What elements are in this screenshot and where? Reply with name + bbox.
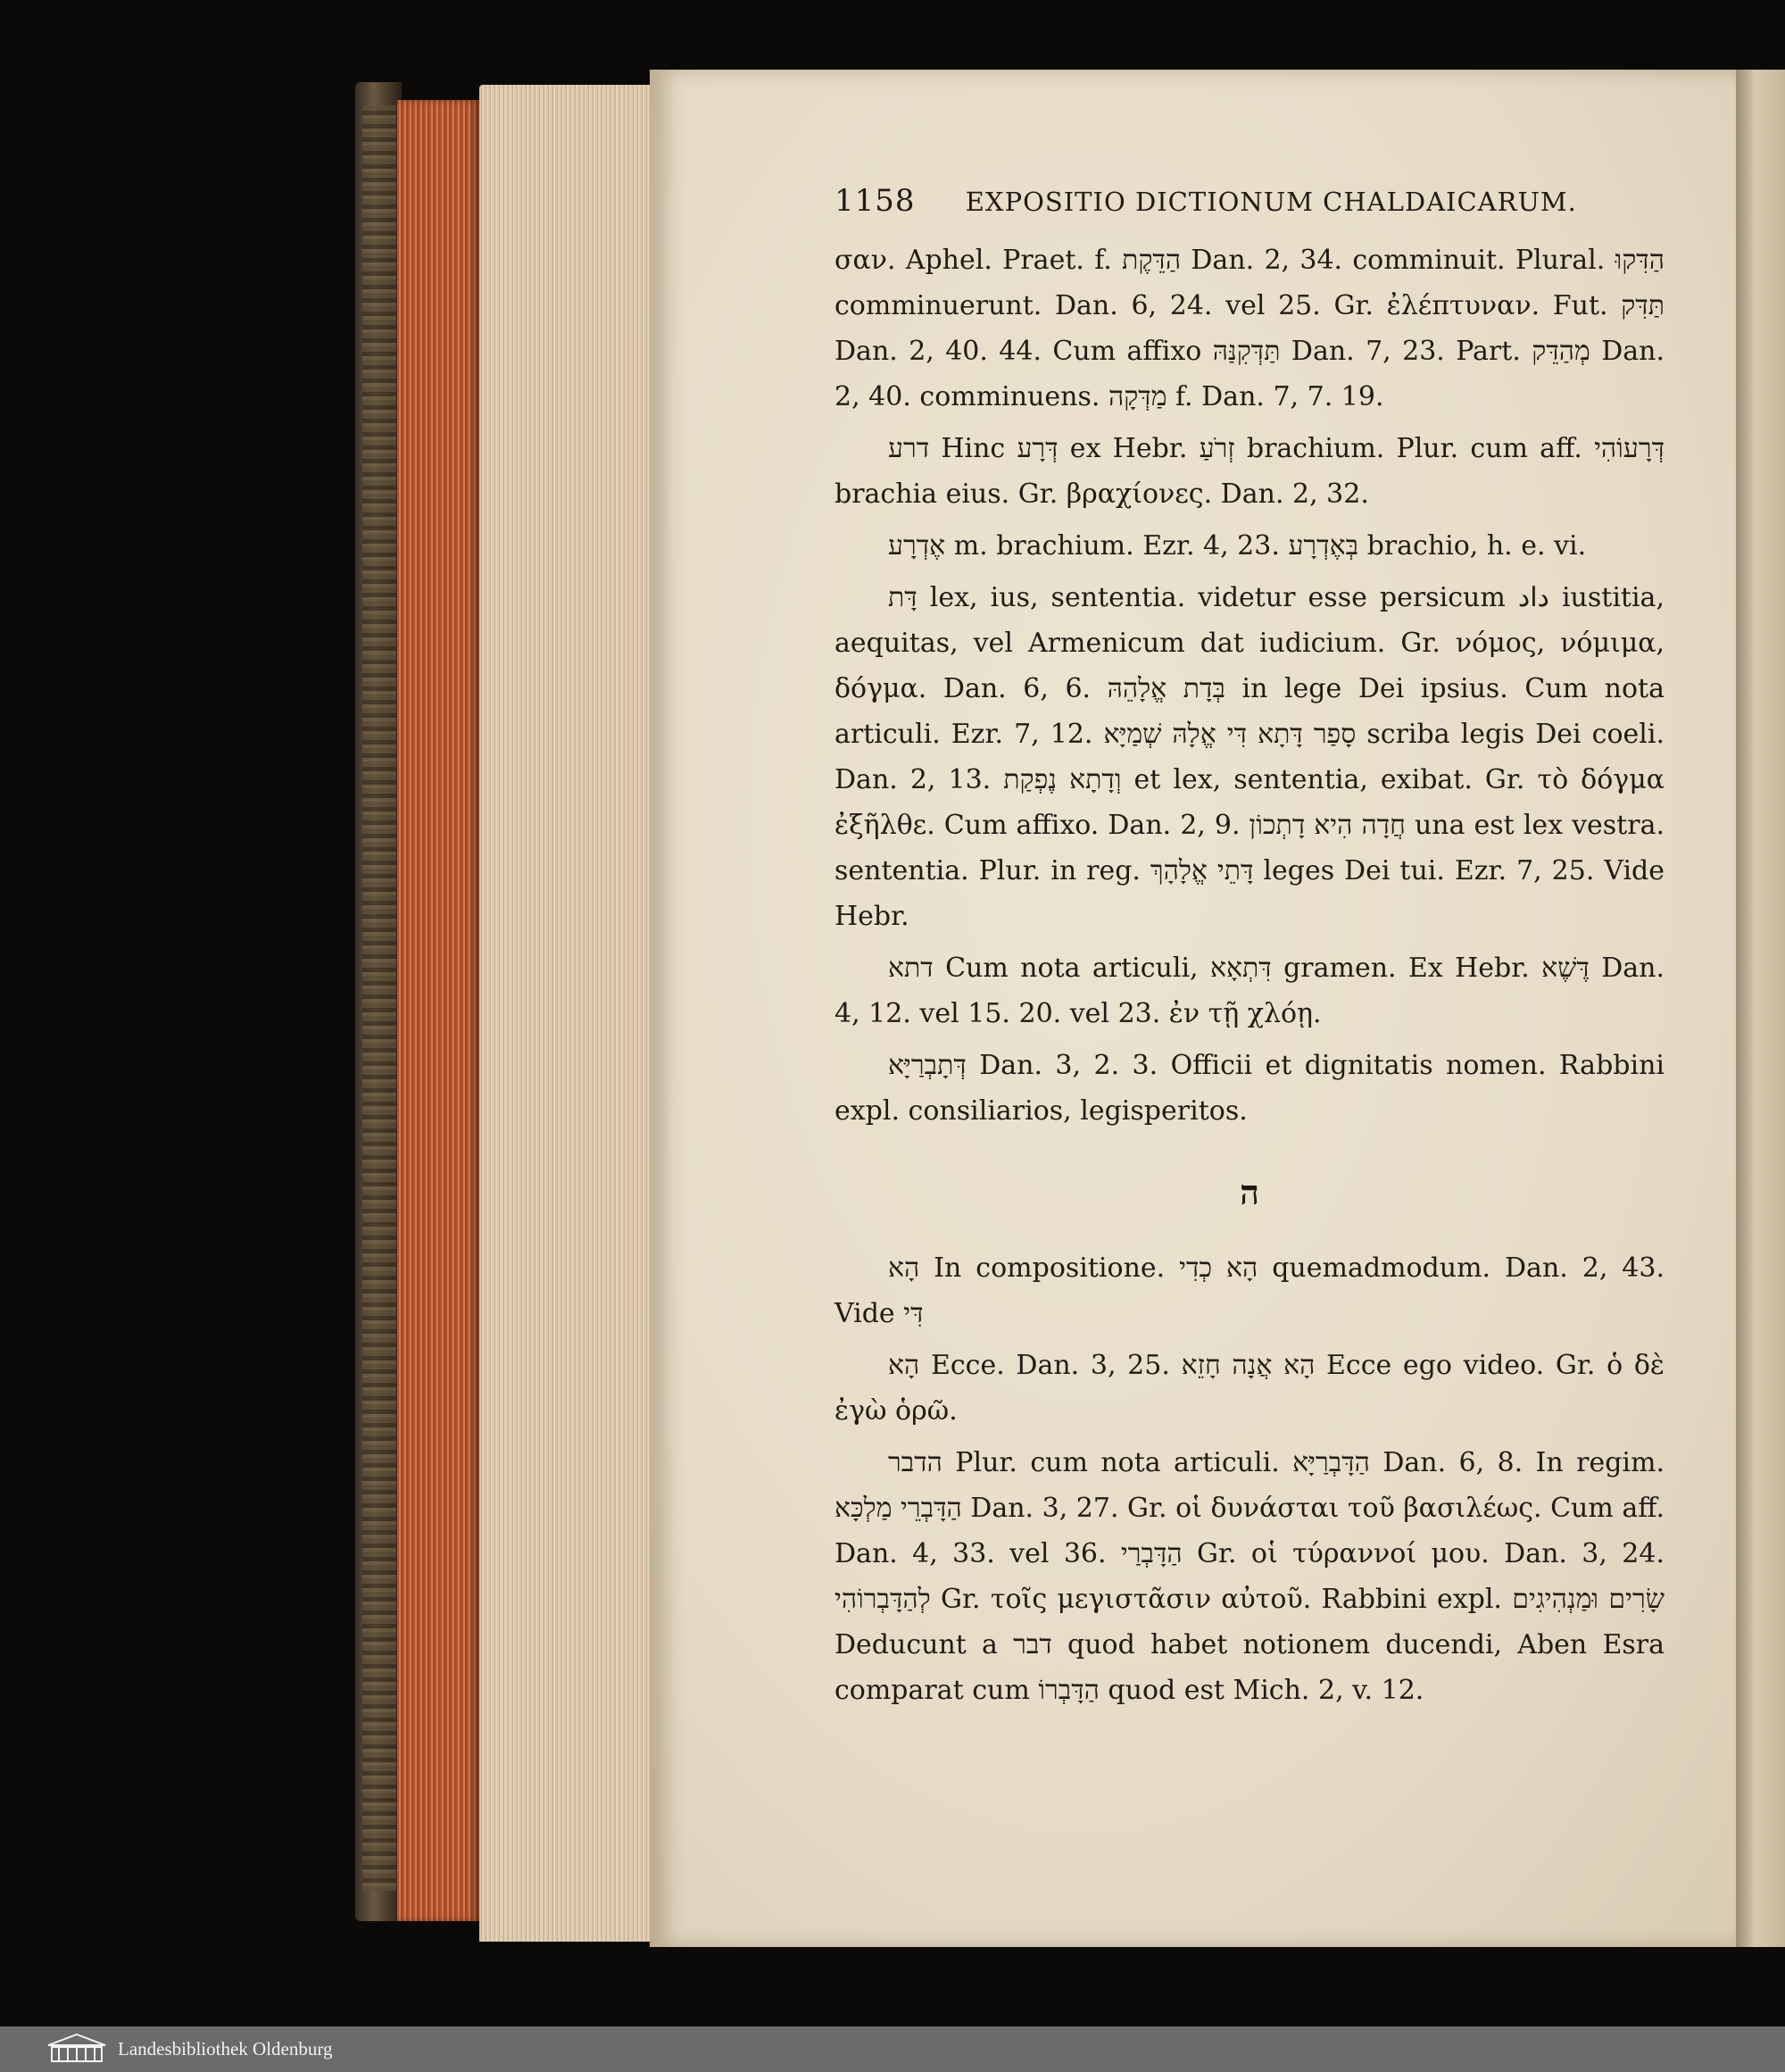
page-edges-stack <box>479 85 653 1942</box>
facing-page-edge <box>1736 70 1785 1947</box>
entry-paragraph: הָא Ecce. Dan. 3, 25. הָא אֲנָה חָזֵא Ecce ego video. Gr. ὁ δὲ ἐγὼ ὁρῶ. <box>834 1350 1665 1427</box>
entry-paragraph: דְּתָבְרַיָּא Dan. 3, 2. 3. Officii et dignitatis nomen. Rabbini expl. consiliarios, legisperitos. <box>834 1050 1665 1127</box>
entry-paragraph: דרע Hinc דְּרָע ex Hebr. זְרֹעַ brachium. Plur. cum aff. דְּרָעוֹהִי brachia eius. Gr. βραχίονες. Dan. 2, 32. <box>834 433 1665 510</box>
page-text-block <box>834 179 1665 1719</box>
page-number: 1158 <box>834 183 916 219</box>
running-header <box>834 179 1665 225</box>
entry-paragraph: דתא Cum nota articuli, דִּתְאָא gramen. Ex Hebr. דֶּשֶׁא Dan. 4, 12. vel 15. 20. vel 23. ἐν τῇ χλόῃ. <box>834 953 1665 1029</box>
entry-paragraph: אֶדְרָע m. brachium. Ezr. 4, 23. בְּאֶדְרָע brachio, h. e. vi. <box>888 530 1587 562</box>
book-spine-texture <box>362 105 396 1891</box>
entry-paragraph: הָא In compositione. הָא כְדִי quemadmodum. Dan. 2, 43. Vide דִּי <box>834 1252 1665 1329</box>
running-head: EXPOSITIO DICTIONUM CHALDAICARUM. <box>965 187 1577 217</box>
entry-paragraph: σαν. Aphel. Praet. f. הַדֵּקֶת Dan. 2, 34. comminuit. Plural. הַדִּקוּ comminuerunt. Dan. 6, 24. vel 25. Gr. ἐλέπτυναν. Fut. תַּדִּק Dan. 2, 40. 44. Cum affixo תַּדְּקִנַּהּ Dan. 7, 23. Part. מְהַדֵּק Dan. 2, 40. comminuens. מַדְּקָה f. Dan. 7, 7. 19. <box>834 245 1665 412</box>
footer-bar <box>0 2026 1785 2072</box>
library-name[interactable]: Landesbibliothek Oldenburg <box>118 2038 333 2060</box>
section-letter: ה <box>1240 1172 1259 1212</box>
entry-paragraph: הדבר Plur. cum nota articuli. הַדָּבְרַיָּא Dan. 6, 8. In regim. הַדָּבְרֵי מַלְכָּא Dan. 3, 27. Gr. οἱ δυνάσται τοῦ βασιλέως. Cum aff. Dan. 4, 33. vel 36. הַדָּבְרַי Gr. οἱ τύραννοί μου. Dan. 3, 24. לְהַדָּבְרוֹהִי Gr. τοῖς μεγιστᾶσιν αὐτοῦ. Rabbini expl. שָׂרִים וּמַנְהִיגִים Deducunt a דבר quod habet notionem ducendi, Aben Esra comparat cum הַדָּבְרוֹ quod est Mich. 2, v. 12. <box>834 1447 1665 1706</box>
library-building-icon[interactable] <box>46 2033 107 2065</box>
red-page-edges <box>397 100 479 1921</box>
entry-paragraph: דָּת lex, ius, sententia. videtur esse persicum داد iustitia, aequitas, vel Armenicum dat iudicium. Gr. νόμος, νόμιμα, δόγμα. Dan. 6, 6. בְּדָת אֱלָהֵהּ in lege Dei ipsius. Cum nota articuli. Ezr. 7, 12. סָפַר דָּתָא דִּי אֱלָהּ שְׁמַיָּא scriba legis Dei coeli. Dan. 2, 13. וְדָתָא נֶפְקַת et lex, sententia, exibat. Gr. τὸ δόγμα ἐξῆλθε. Cum affixo. Dan. 2, 9. חֲדָה הִיא דָתְכוֹן una est lex vestra. sententia. Plur. in reg. דָּתֵי אֱלָהָךְ leges Dei tui. Ezr. 7, 25. Vide Hebr. <box>834 582 1665 932</box>
